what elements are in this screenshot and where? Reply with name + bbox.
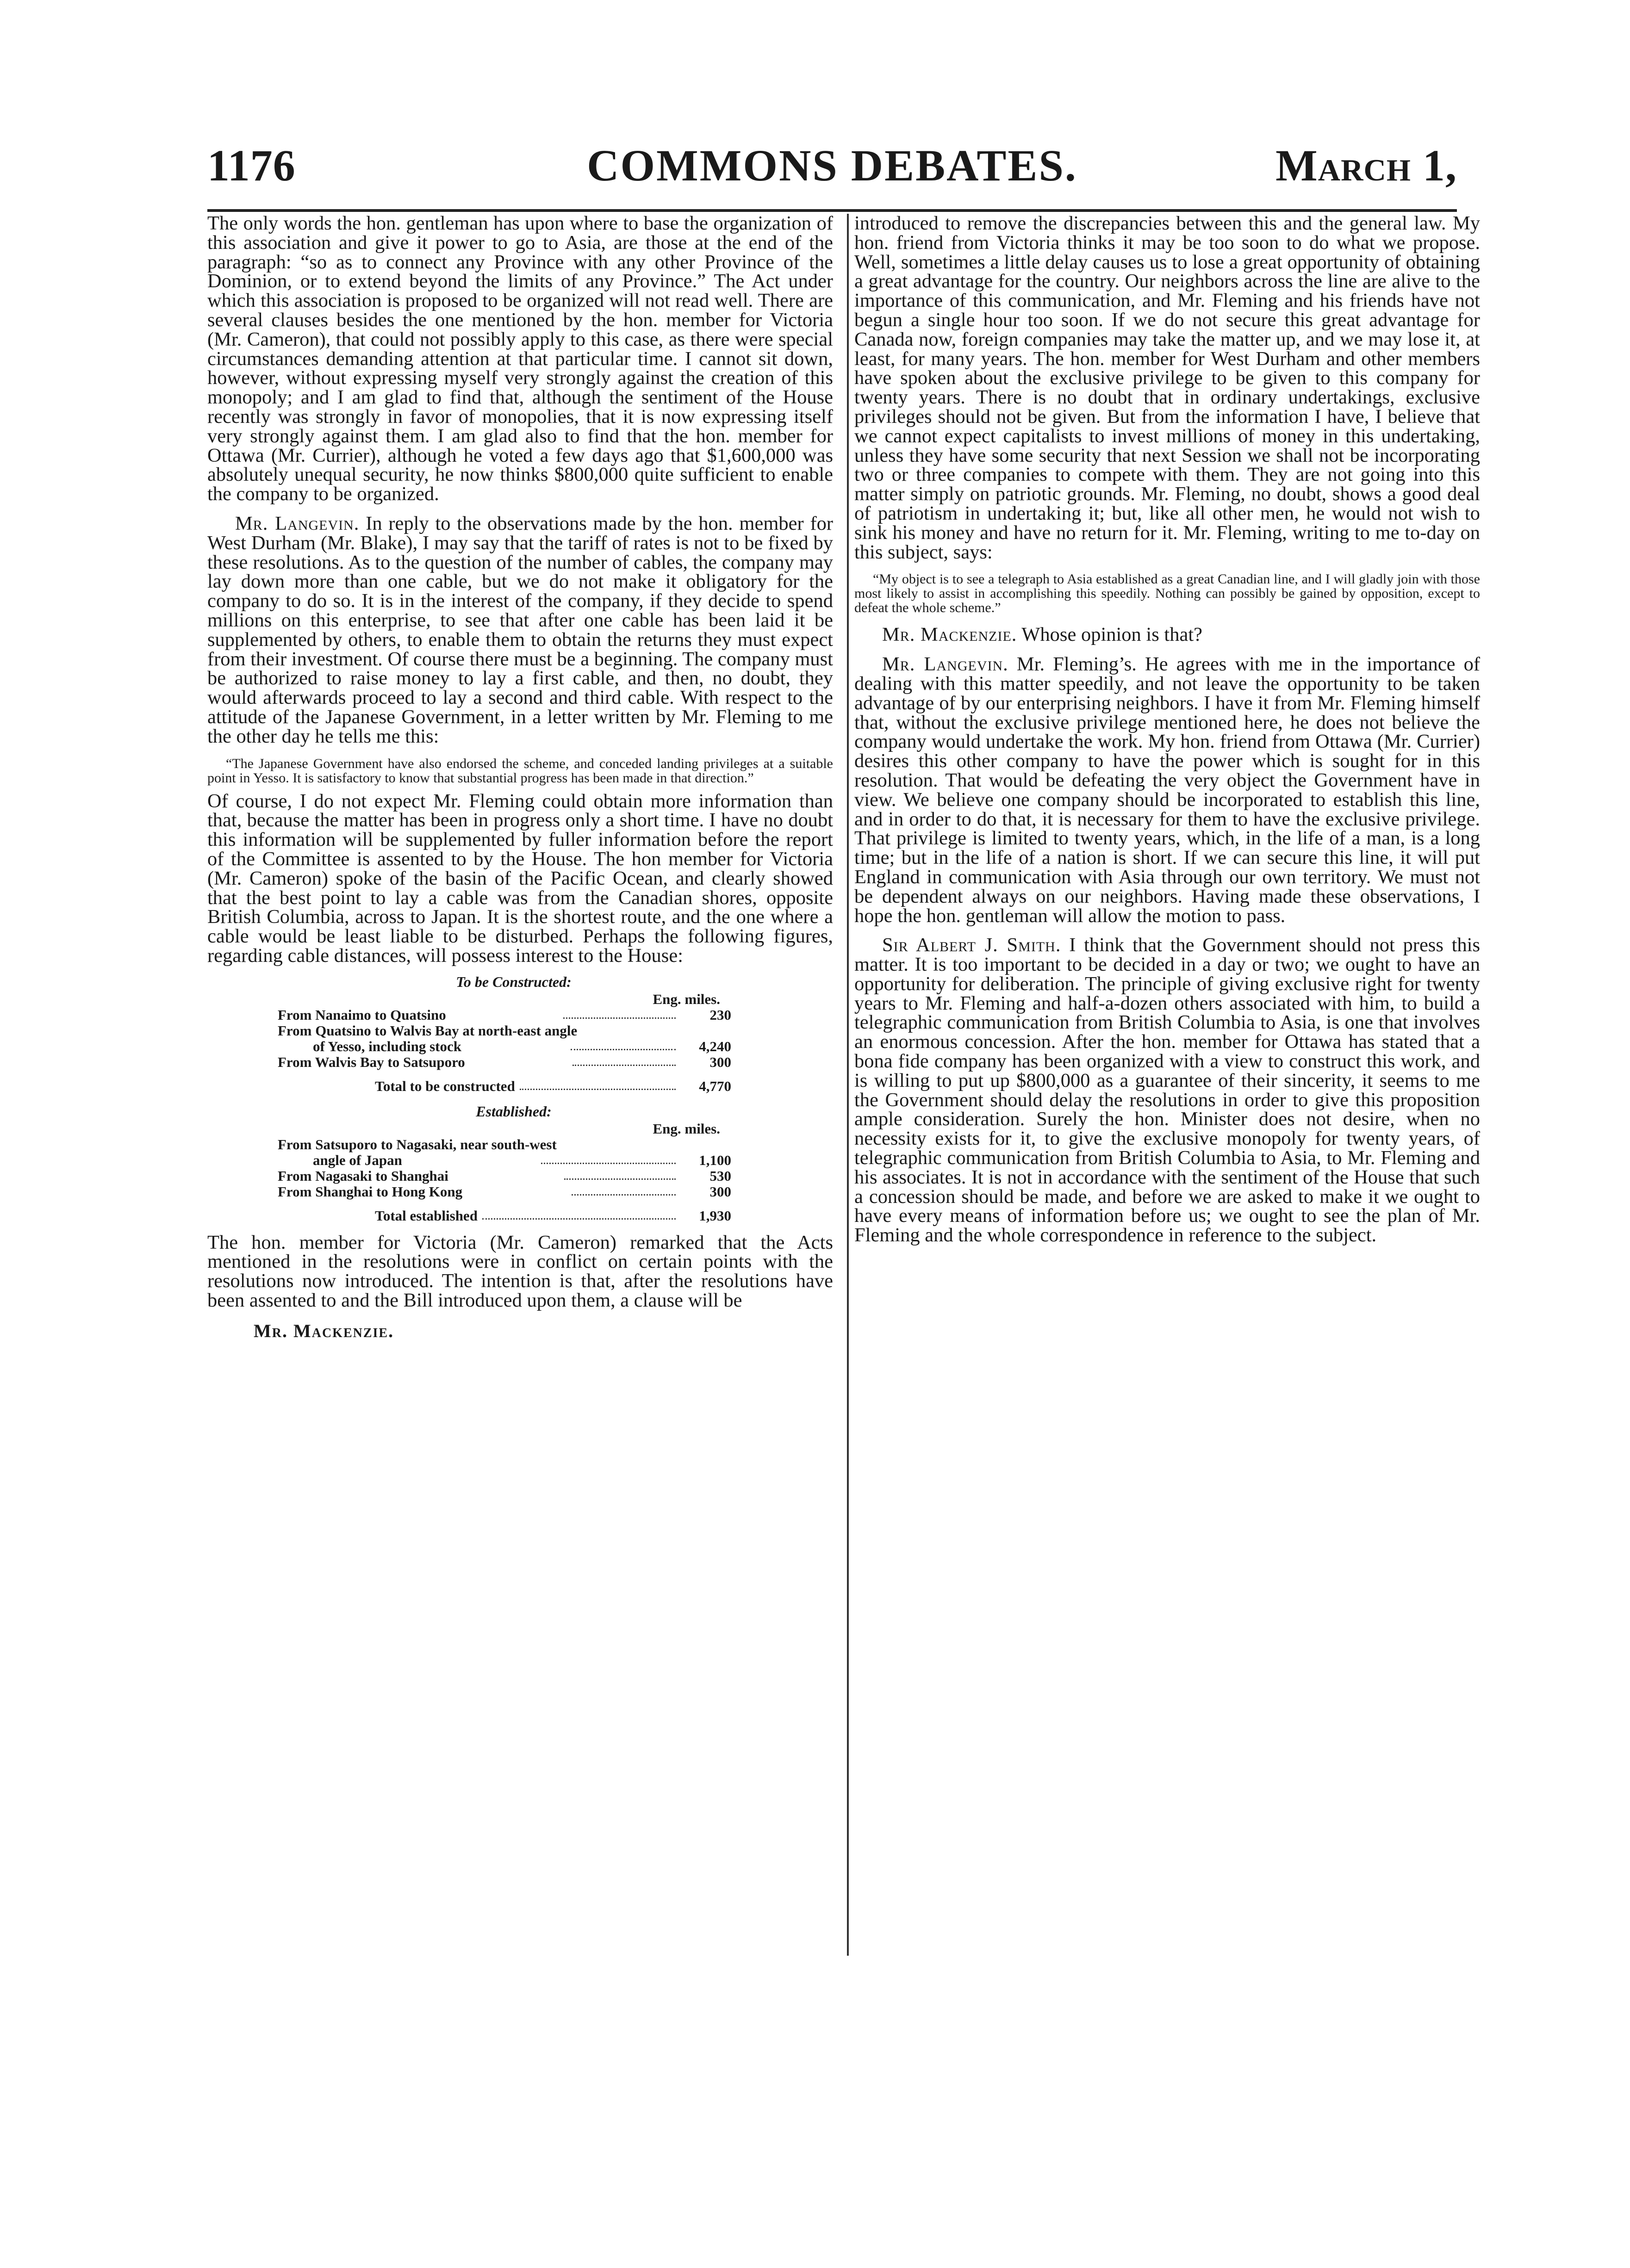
right-column bbox=[854, 214, 1480, 1245]
paragraph: Of course, I do not expect Mr. Fleming could obtain more information than that, because the matter has been in progress only a short time. I have no doubt this information will be supplemented by fuller information before the report of the Committee is assented to by the House. The hon member for Victoria (Mr. Cameron) spoke of the basin of the Pacific Ocean, and clearly showed that the best point to lay a cable was from the Canadian shores, opposite British Columbia, across to Japan. It is the shortest route, and the one where a cable would be least liable to be disturbed. Perhaps the following figures, regarding cable distances, will possess interest to the House: bbox=[207, 790, 833, 967]
paragraph bbox=[854, 936, 1480, 1245]
route-miles: 230 bbox=[709, 1006, 732, 1023]
paragraph bbox=[207, 514, 833, 746]
page-header bbox=[207, 138, 1457, 207]
route-miles: 300 bbox=[709, 1053, 732, 1070]
speaker-name: Mr. Langevin. bbox=[882, 653, 1008, 675]
table-row bbox=[278, 1168, 731, 1184]
leader-dots bbox=[520, 1078, 676, 1090]
table-row bbox=[278, 1153, 731, 1168]
route-miles: 300 bbox=[709, 1183, 732, 1200]
speaker-name: Mr. Mackenzie. bbox=[882, 624, 1017, 646]
route-miles: 1,100 bbox=[699, 1152, 732, 1168]
speech-text: I think that the Government should not press this matter. It is too important to be decided in a day or two; we ought to have an opportunity for deliberation. The principle of giving exclusive right for twenty years to Mr. Fleming and half-a-dozen others associated with him, to build a telegraphic communication from British Columbia to Asia, is one that involves an enormous concession. After the hon. member for Ottawa has stated that a bona fide company has been organized with a view to construct this work, and is willing to put up $800,000 as a guarantee of their sincerity, it seems to me the Government should delay the resolutions in order to give this proposition ample consideration. Surely the hon. Minister does not desire, when no necessity exists for it, to give the exclusive monopoly for twenty years, of telegraphic communication from British Columbia to Asia, to Mr. Fleming and his associates. It is not in accordance with the sentiment of the House that such a concession should be made, and before we are asked to make it we ought to have every means of information before us; we ought to see the plan of Mr. Fleming and the whole correspondence in reference to the subject. bbox=[854, 934, 1481, 1246]
quoted-letter: “My object is to see a telegraph to Asia established as a great Canadian line, and I will gladly join with those most likely to assist in accomplishing this speedily. Nothing can possibly be gained by opposition, except to defeat the whole scheme.” bbox=[854, 571, 1480, 616]
page-date: March 1, bbox=[1275, 141, 1457, 190]
continued-speaker-catchword: Mr. Mackenzie. bbox=[254, 1320, 394, 1341]
speaker-name: Sir Albert J. Smith. bbox=[882, 934, 1061, 956]
table-row bbox=[278, 1184, 731, 1200]
leader-dots bbox=[572, 1194, 676, 1196]
leader-dots bbox=[563, 1017, 676, 1019]
speech-text: In reply to the observations made by the hon. member for West Durham (Mr. Blake), I may say that the tariff of rates is not to be fixed by these resolutions. As to the question of the number of cables, the company may lay down more than one cable, but we do not make it obligatory for the company to do so. It is in the interest of the company, if they decide to spend millions on this enterprise, to see that after one cable has been laid it be supplemented by others, to enable them to obtain the returns they must expect from their investment. Of course there must be a beginning. The company must be authorized to raise money to lay a first cable, and then, no doubt, they would afterwards proceed to lay a second and third cable. With respect to the attitude of the Japanese Government, in a letter written by Mr. Fleming to me the other day he tells me this: bbox=[207, 512, 833, 747]
table-row bbox=[278, 1137, 731, 1153]
route-name: From Walvis Bay to Satsuporo bbox=[278, 1053, 465, 1070]
table-unit-label: Eng. miles. bbox=[653, 1120, 720, 1137]
cable-distance-table bbox=[278, 974, 731, 1224]
route-name: From Satsuporo to Nagasaki, near south-west bbox=[278, 1136, 557, 1153]
route-miles: 4,240 bbox=[699, 1038, 731, 1054]
route-name: From Nanaimo to Quatsino bbox=[278, 1006, 446, 1023]
page-number: 1176 bbox=[207, 141, 296, 190]
paragraph bbox=[854, 655, 1480, 925]
quoted-letter: “The Japanese Government have also endorsed the scheme, and conceded landing privileges at a suitable point in Yesso. It is satisfactory to know that substantial progress has been made in that direction.” bbox=[207, 756, 833, 786]
paragraph bbox=[854, 625, 1480, 644]
table-row bbox=[278, 1007, 731, 1023]
route-name: From Quatsino to Walvis Bay at north-east angle bbox=[278, 1022, 578, 1039]
paragraph: The hon. member for Victoria (Mr. Cameron) remarked that the Acts mentioned in the resolutions were in conflict on certain points with the resolutions now introduced. The intention is that, after the resolutions have been assented to and the Bill introduced upon them, a clause will be bbox=[207, 1231, 833, 1312]
route-name: angle of Japan bbox=[313, 1152, 402, 1168]
table-section-title: Established: bbox=[476, 1103, 552, 1120]
left-column bbox=[207, 214, 833, 1341]
total-label: Total established bbox=[375, 1207, 478, 1224]
total-value: 4,770 bbox=[699, 1078, 731, 1094]
speaker-name: Mr. Langevin. bbox=[235, 512, 360, 534]
route-miles: 530 bbox=[709, 1167, 732, 1184]
route-name: of Yesso, including stock bbox=[313, 1038, 461, 1054]
table-total-row bbox=[278, 1208, 731, 1224]
leader-dots bbox=[564, 1178, 676, 1180]
leader-dots bbox=[482, 1208, 676, 1220]
publication-title: COMMONS DEBATES. bbox=[587, 141, 1077, 190]
table-unit-label: Eng. miles. bbox=[653, 991, 720, 1007]
total-label: Total to be constructed bbox=[375, 1078, 515, 1094]
column-divider bbox=[847, 214, 849, 1956]
table-total-row bbox=[278, 1078, 731, 1094]
speech-text: Whose opinion is that? bbox=[1021, 624, 1202, 646]
paragraph: introduced to remove the discrepancies between this and the general law. My hon. friend from Victoria thinks it may be too soon to do what we propose. Well, sometimes a little delay causes us to lose a great opportunity of obtaining a great advantage for the country. Our neighbors across the line are alive to the importance of this communication, and Mr. Fleming and his friends have not begun a single hour too soon. If we do not secure this great advantage for Canada now, foreign companies may take the matter up, and we may lose it, at least, for many years. The hon. member for West Durham and other members have spoken about the exclusive privilege to be given to this company for twenty years. There is no doubt that in ordinary undertakings, exclusive privileges should not be given. But from the information I have, I believe that we cannot expect capitalists to invest millions of money in this undertaking, unless they have some security that next Session we shall not be incorporating two or three companies to compete with them. They are not going into this matter simply on patriotic grounds. Mr. Fleming, no doubt, shows a good deal of patriotism in undertaking it; but, like all other men, he would not wish to sink his money and have no return for it. Mr. Fleming, writing to me to-day on this subject, says: bbox=[854, 212, 1480, 563]
leader-dots bbox=[572, 1065, 676, 1066]
total-value: 1,930 bbox=[699, 1207, 731, 1224]
table-row bbox=[278, 1039, 731, 1054]
header-rule bbox=[207, 209, 1457, 212]
speech-text: Mr. Fleming’s. He agrees with me in the importance of dealing with this matter speedily, and not leave the opportunity to be taken advantage of by our enterprising neighbors. I have it from Mr. Fleming himself that, without the exclusive privilege mentioned here, he does not believe the company would undertake the work. My hon. friend from Ottawa (Mr. Currier) desires this other company to have the power which is sought for in this resolution. That would be defeating the very object the Government have in view. We believe one company should be incorporated to establish this line, and in order to do that, it is necessary for them to have the exclusive privilege. That privilege is limited to twenty years, which, in the life of a man, is a long time; but in the life of a nation is short. If we can secure this line, it will put England in communication with Asia through our own territory. We must not be dependent always on our neighbors. Having made these observations, I hope the hon. gentleman will allow the motion to pass. bbox=[854, 653, 1480, 927]
table-row bbox=[278, 1054, 731, 1070]
leader-dots bbox=[571, 1049, 676, 1050]
leader-dots bbox=[541, 1163, 676, 1164]
paragraph: The only words the hon. gentleman has upon where to base the organization of this association and give it power to go to Asia, are those at the end of the paragraph: “so as to connect any Province with any other Province of the Dominion, or to extend beyond the limits of any Province.” The Act under which this association is proposed to be organized will not read well. There are several clauses besides the one mentioned by the hon. member for Victoria (Mr. Cameron), that could not possibly apply to this case, as there were special circumstances demanding attention at that particular time. I cannot sit down, however, without expressing myself very strongly against the creation of this monopoly; and I am glad to find that, although the sentiment of the House recently was strongly in favor of monopolies, that it is now expressing itself very strongly against them. I am glad also to find that the hon. member for Ottawa (Mr. Currier), although he voted a few days ago that $1,600,000 was absolutely unequal security, he now thinks $800,000 quite sufficient to enable the company to be organized. bbox=[207, 212, 833, 505]
table-row bbox=[278, 1023, 731, 1039]
route-name: From Nagasaki to Shanghai bbox=[278, 1167, 448, 1184]
route-name: From Shanghai to Hong Kong bbox=[278, 1183, 463, 1200]
table-section-title: To be Constructed: bbox=[456, 973, 572, 990]
